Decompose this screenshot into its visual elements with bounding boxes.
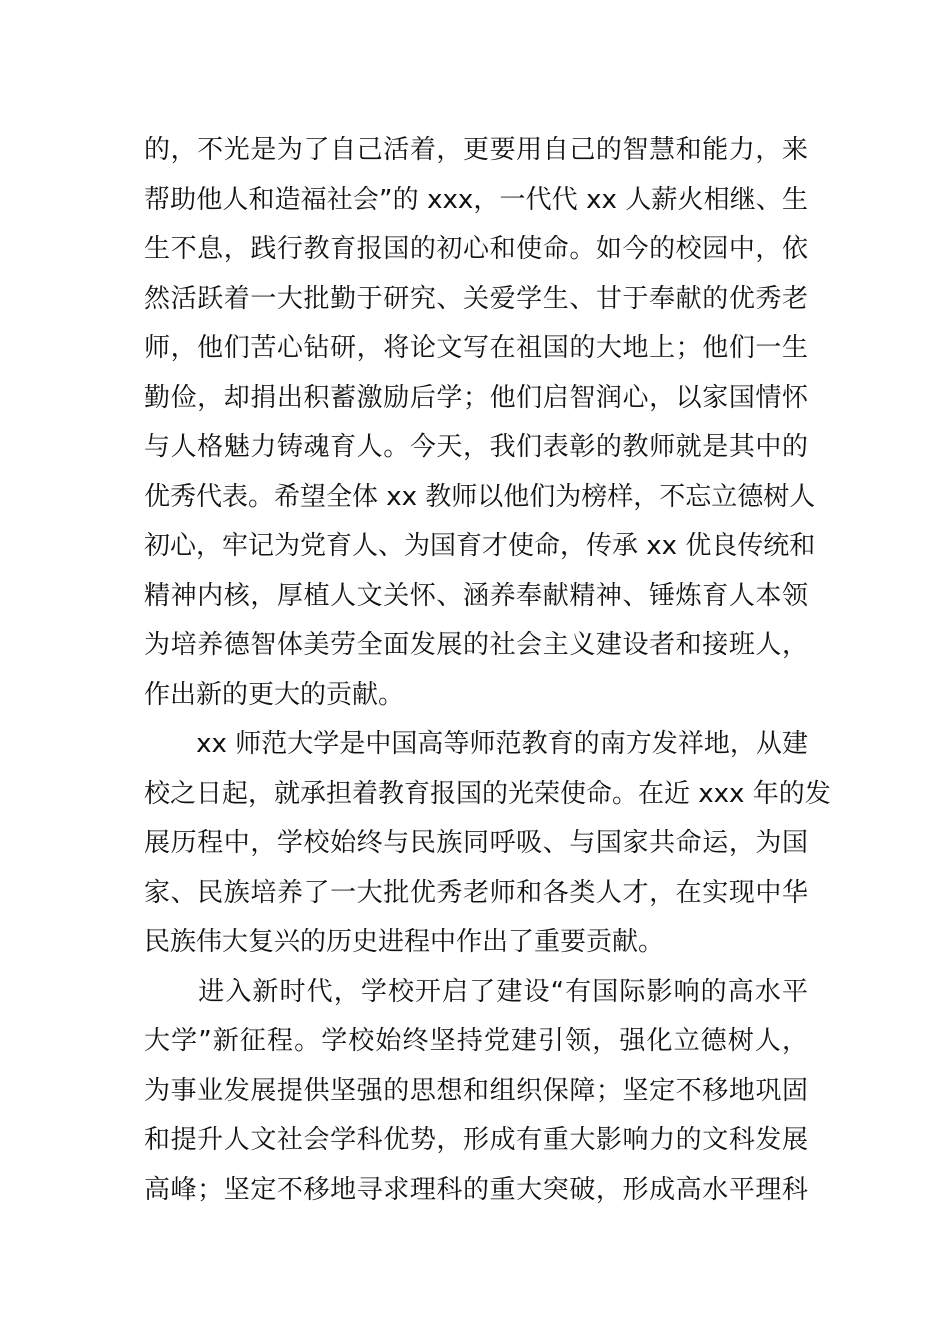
text-line: 校之日起，就承担着教育报国的光荣使命。在近 xxx 年的发 [144,778,831,809]
text-line: 初心，牢记为党育人、为国育才使命，传承 xx 优良传统和 [144,531,816,561]
text-line: 优秀代表。希望全体 xx 教师以他们为榜样，不忘立德树人 [144,481,816,512]
text-line: xx 师范大学是中国高等师范教育的南方发祥地，从建 [144,729,808,759]
text-line: 民族伟大复兴的历史进程中作出了重要贡献。 [144,927,665,957]
text-line: 进入新时代，学校开启了建设“有国际影响的高水平 [144,976,808,1007]
text-line: 和提升人文社会学科优势，形成有重大影响力的文科发展 [144,1125,808,1155]
text-line: 帮助他人和造福社会”的 xxx，一代代 xx 人薪火相继、生 [144,184,808,215]
text-line: 勤俭，却捐出积蓄激励后学；他们启智润心，以家国情怀 [144,382,808,413]
text-line: 与人格魅力铸魂育人。今天，我们表彰的教师就是其中的 [144,432,808,462]
text-line: 为培养德智体美劳全面发展的社会主义建设者和接班人， [144,630,808,660]
text-line: 为事业发展提供坚强的思想和组织保障；坚定不移地巩固 [144,1075,808,1106]
text-line: 然活跃着一大批勤于研究、关爱学生、甘于奉献的优秀老 [144,283,808,314]
text-line: 大学”新征程。学校始终坚持党建引领，强化立德树人， [144,1026,808,1056]
text-line: 作出新的更大的贡献。 [144,679,405,710]
paragraph-3 [144,968,808,1216]
paragraph-2 [144,720,831,968]
text-line: 生不息，践行教育报国的初心和使命。如今的校园中，依 [144,234,808,264]
text-line: 精神内核，厚植人文关怀、涵养奉献精神、锤炼育人本领 [144,580,808,611]
paragraph-1 [144,126,816,720]
text-line: 家、民族培养了一大批优秀老师和各类人才，在实现中华 [144,877,808,908]
text-line: 的，不光是为了自己活着，更要用自己的智慧和能力，来 [144,135,808,165]
text-line: 高峰；坚定不移地寻求理科的重大突破，形成高水平理科 [144,1174,808,1205]
body-text [144,126,831,1215]
text-line: 展历程中，学校始终与民族同呼吸、与国家共命运，为国 [144,828,808,858]
text-line: 师，他们苦心钻研，将论文写在祖国的大地上；他们一生 [144,333,808,363]
